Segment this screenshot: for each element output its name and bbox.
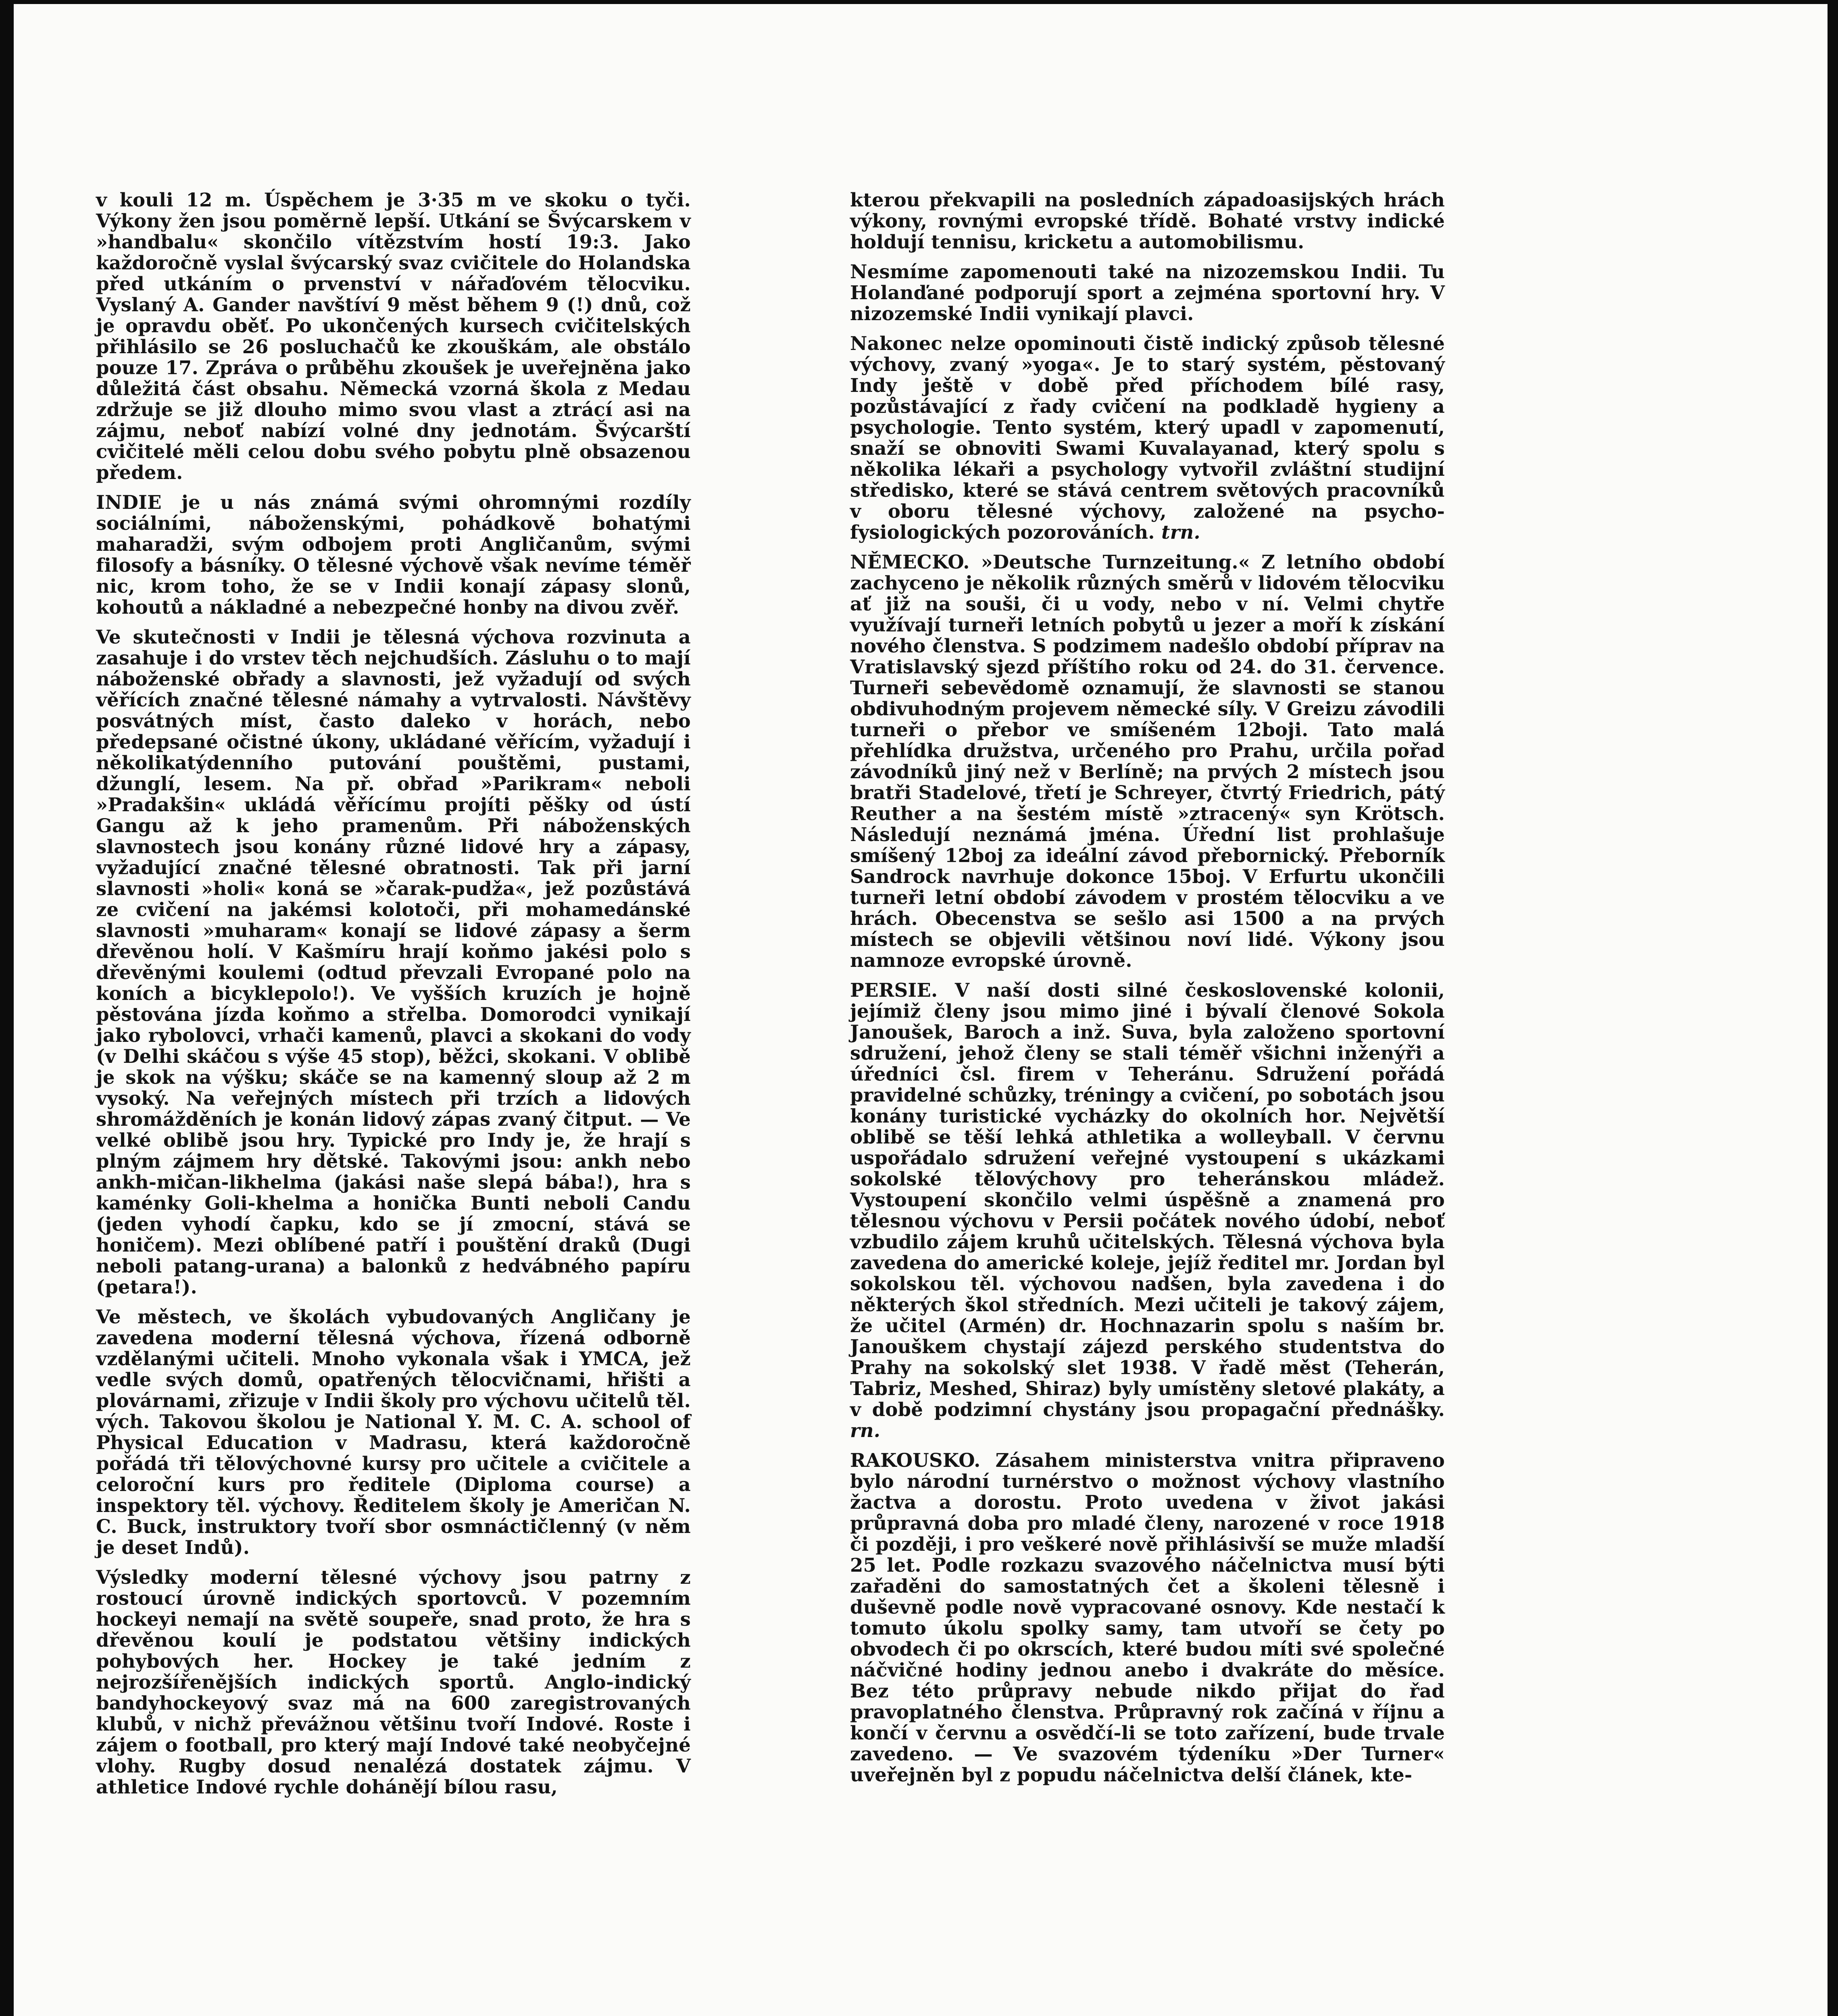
signature-persia: rn. bbox=[850, 1419, 881, 1441]
left-column bbox=[96, 190, 691, 1806]
yoga-text: Nakonec nelze opominouti čistě indický způsob tělesné výchovy, zvaný »yoga«. Je to starý systém, pěstovaný Indy ještě v době před příchodem bílé rasy, pozůstávající z řady cvičení na podkladě hygieny a psychologie. Tento systém, který upadl v zapomenutí, snaží se obnoviti Swami Kuvalayanad, který spolu s několika lékaři a psychology vytvořil zvláštní studijní středisko, které se stává centrem světových pracovníků v oboru tělesné výchovy, založené na psycho-fysiologických pozorováních. bbox=[850, 332, 1445, 543]
paragraph-india-sport: Výsledky moderní tělesné výchovy jsou patrny z rostoucí úrovně indických sportovců. V pozemním hockeyi nemají na světě soupeře, snad proto, že hra s dřevěnou koulí je podstatou většiny indických pohybových her. Hockey je také jedním z nejrozšířenějších indických sportů. Anglo-indický bandyhockeyový svaz má na 600 zaregistrovaných klubů, v nichž převážnou většinu tvoří Indové. Roste i zájem o football, pro který mají Indové také neobyčejné vlohy. Rugby dosud nenalézá dostatek zájmu. V athletice Indové rychle dohánějí bílou rasu, bbox=[96, 1566, 691, 1798]
paragraph-yoga bbox=[850, 333, 1445, 543]
paragraph-germany: NĚMECKO. »Deutsche Turnzeitung.« Z letního období zachyceno je několik různých směrů v lidovém tělocviku ať již na souši, či u vody, nebo v ní. Velmi chytře využívají turneři letních pobytů u jezer a moří k získání nového členstva. S podzimem nadešlo období příprav na Vratislavský sjezd příštího roku od 24. do 31. července. Turneři sebevědomě oznamují, že slavnosti se stanou obdivuhodným projevem německé síly. V Greizu závodili turneři o přebor ve smíšeném 12boji. Tato malá přehlídka družstva, určeného pro Prahu, určila pořad závodníků jiný než v Berlíně; na prvých 2 místech jsou bratři Stadelové, třetí je Schreyer, čtvrtý Friedrich, pátý Reuther a na šestém místě »ztracený« syn Krötsch. Následují neznámá jména. Úřední list prohlašuje smíšený 12boj za ideální závod přebornický. Přeborník Sandrock navrhuje dokonce 15boj. V Erfurtu ukončili turneři letní období závodem v prostém tělocviku a ve hrách. Obecenstva se sešlo asi 1500 a na prvých místech se objevili většinou noví lidé. Výkony jsou namnoze evropské úrovně. bbox=[850, 551, 1445, 971]
right-column bbox=[850, 190, 1445, 1794]
paragraph-dutch-india: Nesmíme zapomenouti také na nizozemskou Indii. Tu Holanďané podporují sport a zejména sportovní hry. V nizozemské Indii vynikají plavci. bbox=[850, 260, 1445, 325]
paragraph-india-cont: kterou překvapili na posledních západoasijských hrách výkony, rovnými evropské třídě. Bohaté vrstvy indické holdují tennisu, kricketu a automobilismu. bbox=[850, 189, 1445, 253]
persia-text: PERSIE. V naší dosti silné československé kolonii, jejímiž členy jsou mimo jiné i bývalí členové Sokola Janoušek, Baroch a inž. Suva, byla založeno sportovní sdružení, jehož členy se stali téměř všichni inženýři a úředníci čsl. firem v Teheránu. Sdružení pořádá pravidelné schůzky, tréningy a cvičení, po sobotách jsou konány turistické vycházky do okolních hor. Největší oblibě se těší lehká athletika a wolleyball. V červnu uspořádalo sdružení veřejné vystoupení s ukázkami sokolské tělovýchovy pro teheránskou mládež. Vystoupení skončilo velmi úspěšně a znamená pro tělesnou výchovu v Persii počátek nového údobí, neboť vzbudilo zájem kruhů učitelských. Tělesná výchova byla zavedena do americké koleje, jejíž ředitel mr. Jordan byl sokolskou těl. výchovou nadšen, byla zavedena i do některých škol středních. Mezi učiteli je takový zájem, že učitel (Armén) dr. Hochnazarin spolu s naším br. Janouškem chystají zájezd perského studentstva do Prahy na sokolský slet 1938. V řadě měst (Teherán, Tabriz, Meshed, Shiraz) byly umístěny sletové plakáty, a v době podzimní chystány jsou propagační přednášky. bbox=[850, 979, 1445, 1420]
paragraph-india-intro: INDIE je u nás známá svými ohromnými rozdíly sociálními, náboženskými, pohádkově bohatými maharadži, svým odbojem proti Angličanům, svými filosofy a básníky. O tělesné výchově však nevíme téměř nic, krom toho, že se v Indii konají zápasy slonů, kohoutů a nákladné a nebezpečné honby na divou zvěř. bbox=[96, 491, 691, 618]
paragraph-austria: RAKOUSKO. Zásahem ministerstva vnitra připraveno bylo národní turnérstvo o možnost výchovy vlastního žactva a dorostu. Proto uvedena v život jakási průpravná doba pro mladé členy, narozené v roce 1918 či později, i pro veškeré nově přihlásivší se muže mladší 25 let. Podle rozkazu svazového náčelnictva musí býti zařaděni do samostatných čet a školeni tělesně i duševně podle nově vypracované osnovy. Kde nestačí k tomuto úkolu spolky samy, tam utvoří se čety po obvodech či po okrscích, které budou míti své společné náčvičné hodiny jednou anebo i dvakráte do měsíce. Bez této průpravy nebude nikdo přijat do řad pravoplatného členstva. Průpravný rok začíná v říjnu a končí v červnu a osvědčí-li se toto zařízení, bude trvale zavedeno. — Ve svazovém týdeníku »Der Turner« uveřejněn byl z popudu náčelnictva delší článek, kte- bbox=[850, 1449, 1445, 1786]
paragraph-india-tradition: Ve skutečnosti v Indii je tělesná výchova rozvinuta a zasahuje i do vrstev těch nejchudších. Zásluhu o to mají náboženské obřady a slavnosti, jež vyžadují od svých věřících značné tělesné námahy a vytrvalosti. Návštěvy posvátných míst, často daleko v horách, nebo předepsané očistné úkony, ukládané věřícím, vyžadují i několikatýdenního putování pouštěmi, pustami, džunglí, lesem. Na př. obřad »Parikram« neboli »Pradakšin« ukládá věřícímu projíti pěšky od ústí Gangu až k jeho pramenům. Při náboženských slavnostech jsou konány různé lidové hry a zápasy, vyžadující značné tělesné obratnosti. Tak při jarní slavnosti »holi« koná se »čarak-pudža«, jež pozůstává ze cvičení na jakémsi kolotoči, při mohamedánské slavnosti »muharam« konají se lidové zápasy a šerm dřevěnou holí. V Kašmíru hrají koňmo jakési polo s dřevěnými koulemi (odtud převzali Evropané polo na koních a bicyklepolo!). Ve vyšších kruzích je hojně pěstována jízda koňmo a střelba. Domorodci vynikají jako rybolovci, vrhači kamenů, plavci a skokani do vody (v Delhi skáčou s výše 45 stop), běžci, skokani. V oblibě je skok na výšku; skáče se na kamenný sloup až 2 m vysoký. Na veřejných místech při trzích a lidových shromážděních je konán lidový zápas zvaný čitput. — Ve velké oblibě jsou hry. Typické pro Indy je, že hrají s plným zájmem hry dětské. Takovými jsou: ankh nebo ankh-mičan-likhelma (jakási naše slepá bába!), hra s kaménky Goli-khelma a honička Bunti neboli Candu (jeden vyhodí čapku, kdo se jí zmocní, stává se honičem). Mezi oblíbené patří i pouštění draků (Dugi neboli patang-urana) a balonků z hedvábného papíru (petara!). bbox=[96, 626, 691, 1298]
paragraph-persia bbox=[850, 980, 1445, 1441]
signature-india: trn. bbox=[1161, 521, 1200, 543]
paragraph-switzerland-cont: v kouli 12 m. Úspěchem je 3·35 m ve skoku o tyči. Výkony žen jsou poměrně lepší. Utkání se Švýcarskem v »handbalu« skončilo vítězstvím hostí 19:3. Jako každoročně vyslal švýcarský svaz cvičitele do Holandska před utkáním o prvenství v nářaďovém tělocviku. Vyslaný A. Gander navštíví 9 měst během 9 (!) dnů, což je opravdu oběť. Po ukončených kursech cvičitelských přihlásilo se 26 posluchačů ke zkouškám, ale obstálo pouze 17. Zpráva o průběhu zkoušek je uveřejněna jako důležitá část obsahu. Německá vzorná škola z Medau zdržuje se již dlouho mimo svou vlast a ztrácí asi na zájmu, neboť nabízí volné dny jednotám. Švýcarští cvičitelé měli celou dobu svého pobytu plně obsazenou předem. bbox=[96, 189, 691, 483]
paragraph-india-schools: Ve městech, ve školách vybudovaných Angličany je zavedena moderní tělesná výchova, řízená odborně vzdělanými učiteli. Mnoho vykonala však i YMCA, jež vedle svých domů, opatřených tělocvičnami, hřišti a plovárnami, zřizuje v Indii školy pro výchovu učitelů těl. vých. Takovou školou je National Y. M. C. A. school of Physical Education v Madrasu, která každoročně pořádá tři tělovýchovné kursy pro učitele a cvičitele a celoroční kurs pro ředitele (Diploma course) a inspektory těl. výchovy. Ředitelem školy je Američan N. C. Buck, instruktory tvoří sbor osmnáctičlenný (v něm je deset Indů). bbox=[96, 1306, 691, 1558]
